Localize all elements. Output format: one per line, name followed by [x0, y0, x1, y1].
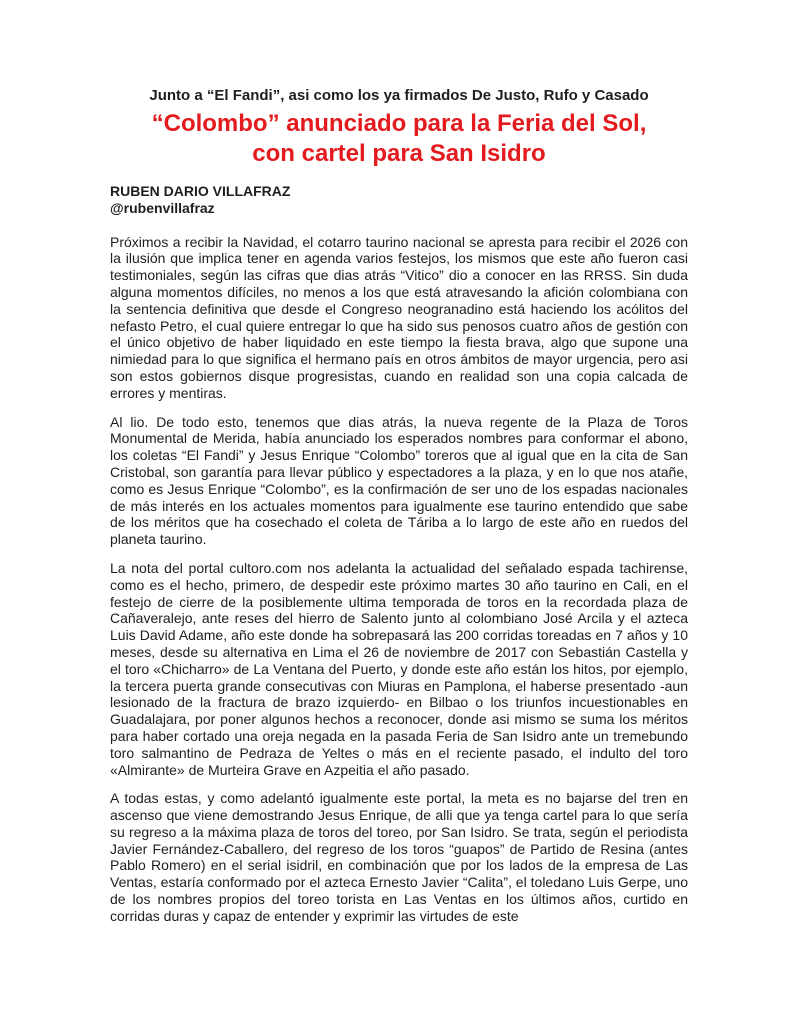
article-headline	[110, 109, 688, 169]
article-paragraph-4: A todas estas, y como adelantó igualmente este portal, la meta es no bajarse del tren en ascenso que viene demostrando Jesus Enrique, de alli que ya tenga cartel para lo que sería su regreso a la máxima plaza de toros del toreo, por San Isidro. Se trata, según el periodista Javier Fernández-Caballero, del regreso de los toros “guapos” de Partido de Resina (antes Pablo Romero) en el serial isidril, en combinación que por los lados de la empresa de Las Ventas, estaría conformado por el azteca Ernesto Javier “Calita”, el toledano Luis Gerpe, uno de los nombres propios del toreo torista en Las Ventas en los últimos años, curtido en corridas duras y capaz de entender y exprimir las virtudes de este	[110, 790, 688, 924]
headline-line-1: “Colombo” anunciado para la Feria del Sol,	[151, 110, 647, 137]
headline-line-2: con cartel para San Isidro	[252, 140, 546, 167]
article-byline	[110, 183, 688, 217]
article-paragraph-1: Próximos a recibir la Navidad, el cotarro taurino nacional se apresta para recibir el 2026 con la ilusión que implica tener en agenda varios festejos, los mismos que este año fueron casi testimoniales, según las cifras que dias atrás “Vitico” dio a conocer en las RRSS. Sin duda alguna momentos difíciles, no menos a los que está atravesando la afición colombiana con la sentencia definitiva que desde el Congreso neogranadino está haciendo los acólitos del nefasto Petro, el cual quiere entregar lo que ha sido sus penosos cuatro años de gestión con el único objetivo de haber liquidado en este tiempo la fiesta brava, algo que supone una nimiedad para lo que significa el hermano país en otros ámbitos de mayor urgencia, pero asi son estos gobiernos disque progresistas, cuando en realidad son una copia calcada de errores y mentiras.	[110, 233, 688, 401]
article-paragraph-3: La nota del portal cultoro.com nos adelanta la actualidad del señalado espada tachirense, como es el hecho, primero, de despedir este próximo martes 30 año taurino en Cali, en el festejo de cierre de la posiblemente ultima temporada de toros en la recordada plaza de Cañaveralejo, ante reses del hierro de Salento junto al colombiano José Arcila y el azteca Luis David Adame, año este donde ha sobrepasará las 200 corridas toreadas en 7 años y 10 meses, desde su alternativa en Lima el 26 de noviembre de 2017 con Sebastián Castella y el toro «Chicharro» de La Ventana del Puerto, y donde este año están los hitos, por ejemplo, la tercera puerta grande consecutivas con Miuras en Pamplona, el haberse presentado -aun lesionado de la fractura de brazo izquierdo- en Bilbao o los triunfos incuestionables en Guadalajara, por poner algunos hechos a reconocer, donde asi mismo se suma los méritos para haber cortado una oreja negada en la pasada Feria de San Isidro ante un tremebundo toro salmantino de Pedraza de Yeltes o más en el reciente pasado, el indulto del toro «Almirante» de Murteira Grave en Azpeitia el año pasado.	[110, 559, 688, 778]
article-paragraph-2: Al lio. De todo esto, tenemos que dias atrás, la nueva regente de la Plaza de Toros Monumental de Merida, había anunciado los esperados nombres para conformar el abono, los coletas “El Fandi” y Jesus Enrique “Colombo” toreros que al igual que en la cita de San Cristobal, son garantía para llevar público y espectadores a la plaza, y en lo que nos atañe, como es Jesus Enrique “Colombo”, es la confirmación de ser uno de los espadas nacionales de más interés en los actuales momentos para igualmente ese taurino entendido que sabe de los méritos que ha cosechado el coleta de Táriba a lo largo de este año en ruedos del planeta taurino.	[110, 413, 688, 548]
article-content	[110, 86, 688, 937]
article-kicker: Junto a “El Fandi”, asi como los ya firmados De Justo, Rufo y Casado	[149, 87, 649, 104]
byline-author: RUBEN DARIO VILLAFRAZ	[110, 183, 291, 199]
byline-handle: @rubenvillafraz	[110, 199, 215, 216]
